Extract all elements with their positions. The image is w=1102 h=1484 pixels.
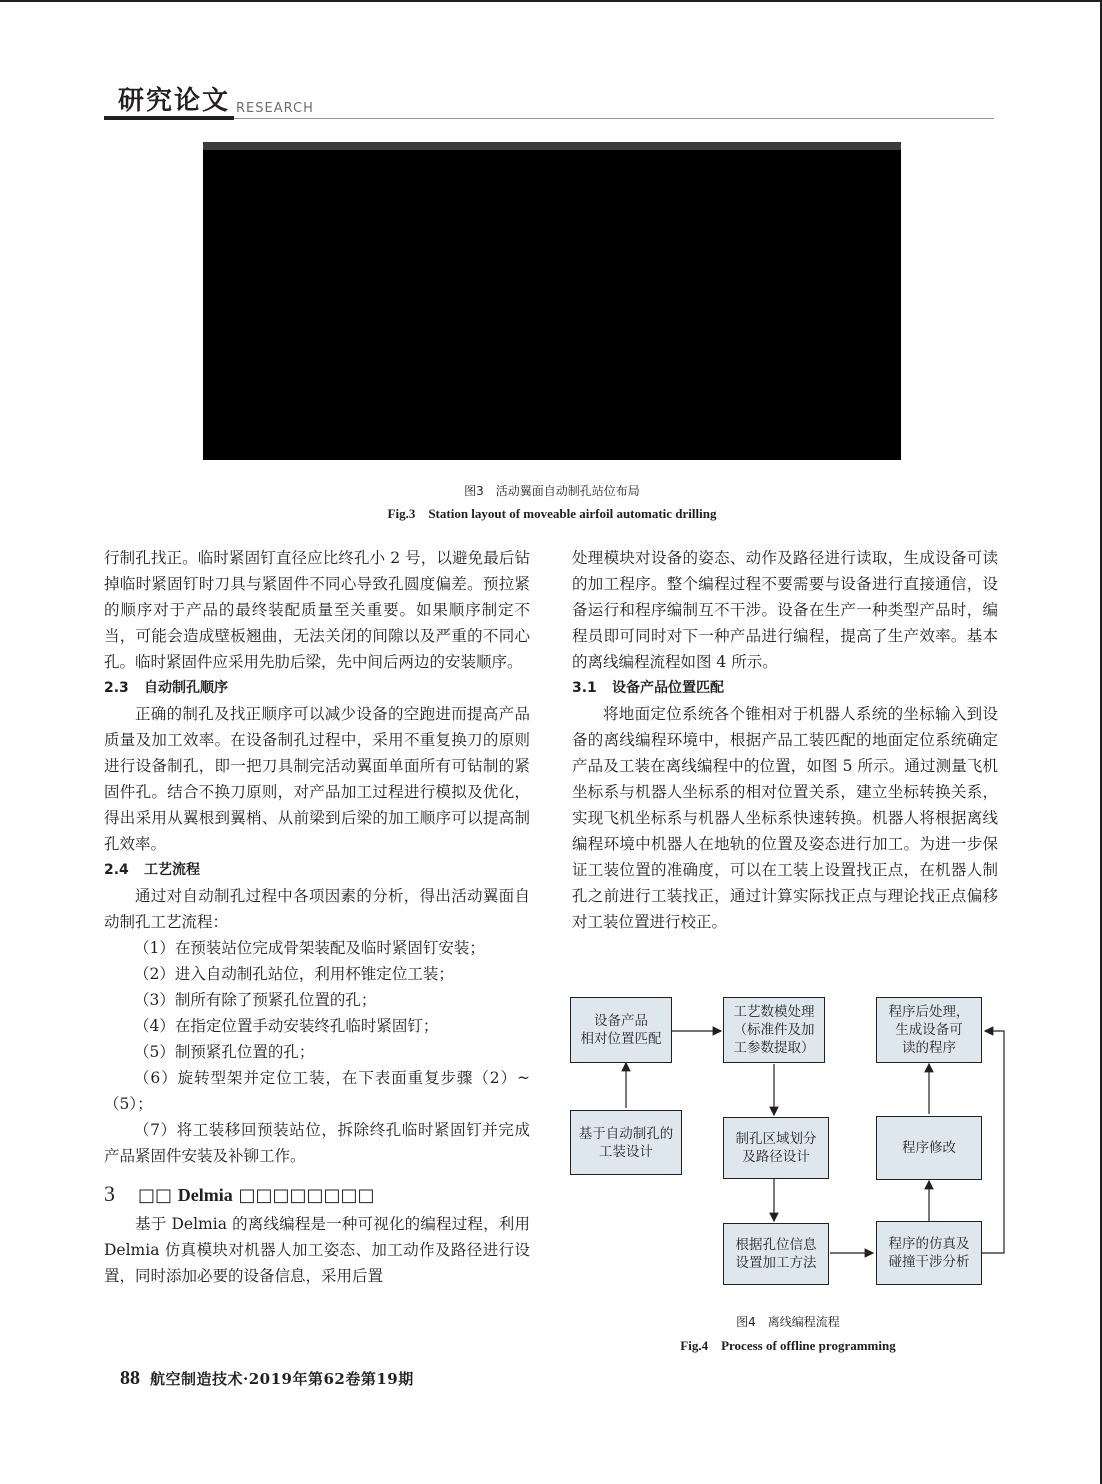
figure4-caption-cn: 图4 离线编程流程: [736, 1315, 840, 1329]
heading-title-post: □□□□□□□□: [238, 1185, 375, 1206]
paragraph: 处理模块对设备的姿态、动作及路径进行读取，生成设备可读的加工程序。整个编程过程不要需要与设备进行直接通信，设备运行和程序编制互不干涉。设备在生产一种类型产品时，编程员即可同时对下一种产品进行编程，提高了生产效率。基本的离线编程流程如图 4 所示。: [572, 549, 998, 671]
header-bar: [104, 116, 234, 120]
paragraph: 基于 Delmia 的离线编程是一种可视化的编程过程，利用 Delmia 仿真模块对机器人加工姿态、加工动作及路径进行设置，同时添加必要的设备信息，采用后置: [104, 1215, 530, 1285]
flow-box-simulation: 程序的仿真及 碰撞干涉分析: [876, 1221, 982, 1285]
heading-number: 2.3: [104, 680, 129, 696]
paragraph: 将地面定位系统各个锥相对于机器人系统的坐标输入到设备的离线编程环境中，根据产品工装匹配的地面定位系统确定产品及工装在离线编程中的位置，如图 5 所示。通过测量飞机坐标系与机器人坐标系的相对位置关系，建立坐标转换关系，实现飞机坐标系与机器人坐标系快速转换。机器人将根据离线编程环境中机器人在地轨的位置及姿态进行加工。为进一步保证工装位置的准确度，可以在工装上设置找正点，在机器人制孔之前进行工装找正，通过计算实际找正点与理论找正点偏移对工装位置进行校正。: [572, 705, 998, 931]
page-footer: [120, 1367, 414, 1390]
flow-box-program-modify: 程序修改: [876, 1116, 982, 1180]
paragraph: 通过对自动制孔过程中各项因素的分析，得出活动翼面自动制孔工艺流程：: [104, 887, 530, 931]
heading-title: 设备产品位置匹配: [612, 680, 724, 696]
flow-box-tooling-design: 基于自动制孔的 工装设计: [570, 1110, 682, 1175]
figure3-caption-en: Fig.3 Station layout of moveable airfoil automatic drilling: [387, 506, 717, 521]
section-title-en: RESEARCH: [236, 101, 314, 116]
section-heading-3: [104, 1179, 530, 1211]
heading-title: 工艺流程: [144, 862, 200, 878]
right-column: [572, 545, 998, 935]
heading-title: 自动制孔顺序: [144, 680, 228, 696]
figure3-image: [203, 142, 901, 460]
section-heading-3-1: [572, 675, 998, 701]
process-step: （3）制所有除了预紧孔位置的孔；: [134, 991, 377, 1009]
heading-number: 3: [104, 1181, 115, 1206]
left-column: [104, 545, 530, 1289]
arrow-h-to-c: [982, 1031, 1004, 1253]
top-border: [0, 0, 1102, 2]
page-number: 88: [120, 1367, 140, 1389]
figure4-flowchart: [568, 995, 1008, 1295]
flow-box-machining-method: 根据孔位信息 设置加工方法: [723, 1223, 829, 1285]
section-title: 研究论文: [118, 86, 231, 116]
heading-number: 3.1: [572, 680, 597, 696]
figure4-caption-en: Fig.4 Process of offline programming: [680, 1338, 896, 1353]
process-step: （6）旋转型架并定位工装，在下表面重复步骤（2）~（5）；: [104, 1069, 530, 1113]
flow-box-region-path: 制孔区域划分 及路径设计: [723, 1117, 829, 1179]
paragraph: 正确的制孔及找正顺序可以减少设备的空跑进而提高产品质量及加工效率。在设备制孔过程中，采用不重复换刀的原则进行设备制孔，即一把刀具制完活动翼面单面所有可钻制的紧固件孔。结合不换刀原则，对产品加工过程进行模拟及优化，得出采用从翼根到翼梢、从前梁到后梁的加工顺序可以提高制孔效率。: [104, 705, 530, 853]
heading-title-word: Delmia: [177, 1185, 233, 1205]
figure3-caption-cn: 图3 活动翼面自动制孔站位布局: [464, 484, 640, 498]
process-step: （7）将工装移回预装站位，拆除终孔临时紧固钉并完成产品紧固件安装及补铆工作。: [104, 1121, 530, 1165]
heading-number: 2.4: [104, 862, 129, 878]
process-step: （5）制预紧孔位置的孔；: [134, 1043, 315, 1061]
process-step: （1）在预装站位完成骨架装配及临时紧固钉安装；: [134, 939, 485, 957]
section-heading-2-4: [104, 857, 530, 883]
section-heading-2-3: [104, 675, 530, 701]
header-rule: [234, 118, 994, 119]
process-step: （4）在指定位置手动安装终孔临时紧固钉；: [134, 1017, 439, 1035]
heading-title-pre: □□: [138, 1185, 173, 1206]
flow-box-position-match: 设备产品 相对位置匹配: [570, 997, 672, 1063]
process-step: （2）进入自动制孔站位，利用杯锥定位工装；: [134, 965, 454, 983]
flow-box-post-process: 程序后处理， 生成设备可 读的程序: [876, 997, 982, 1063]
journal-info: 航空制造技术·2019年第62卷第19期: [150, 1370, 414, 1388]
page-header: [104, 76, 994, 126]
paragraph: 行制孔找正。临时紧固钉直径应比终孔小 2 号，以避免最后钻掉临时紧固钉时刀具与紧固件不同心导致孔圆度偏差。预拉紧的顺序对于产品的最终装配质量至关重要。如果顺序制定不当，可能会造成壁板翘曲，无法关闭的间隙以及严重的不同心孔。临时紧固件应采用先肋后梁，先中间后两边的安装顺序。: [104, 549, 530, 671]
flow-box-model-process: 工艺数模处理 （标准件及加 工参数提取）: [723, 997, 825, 1063]
